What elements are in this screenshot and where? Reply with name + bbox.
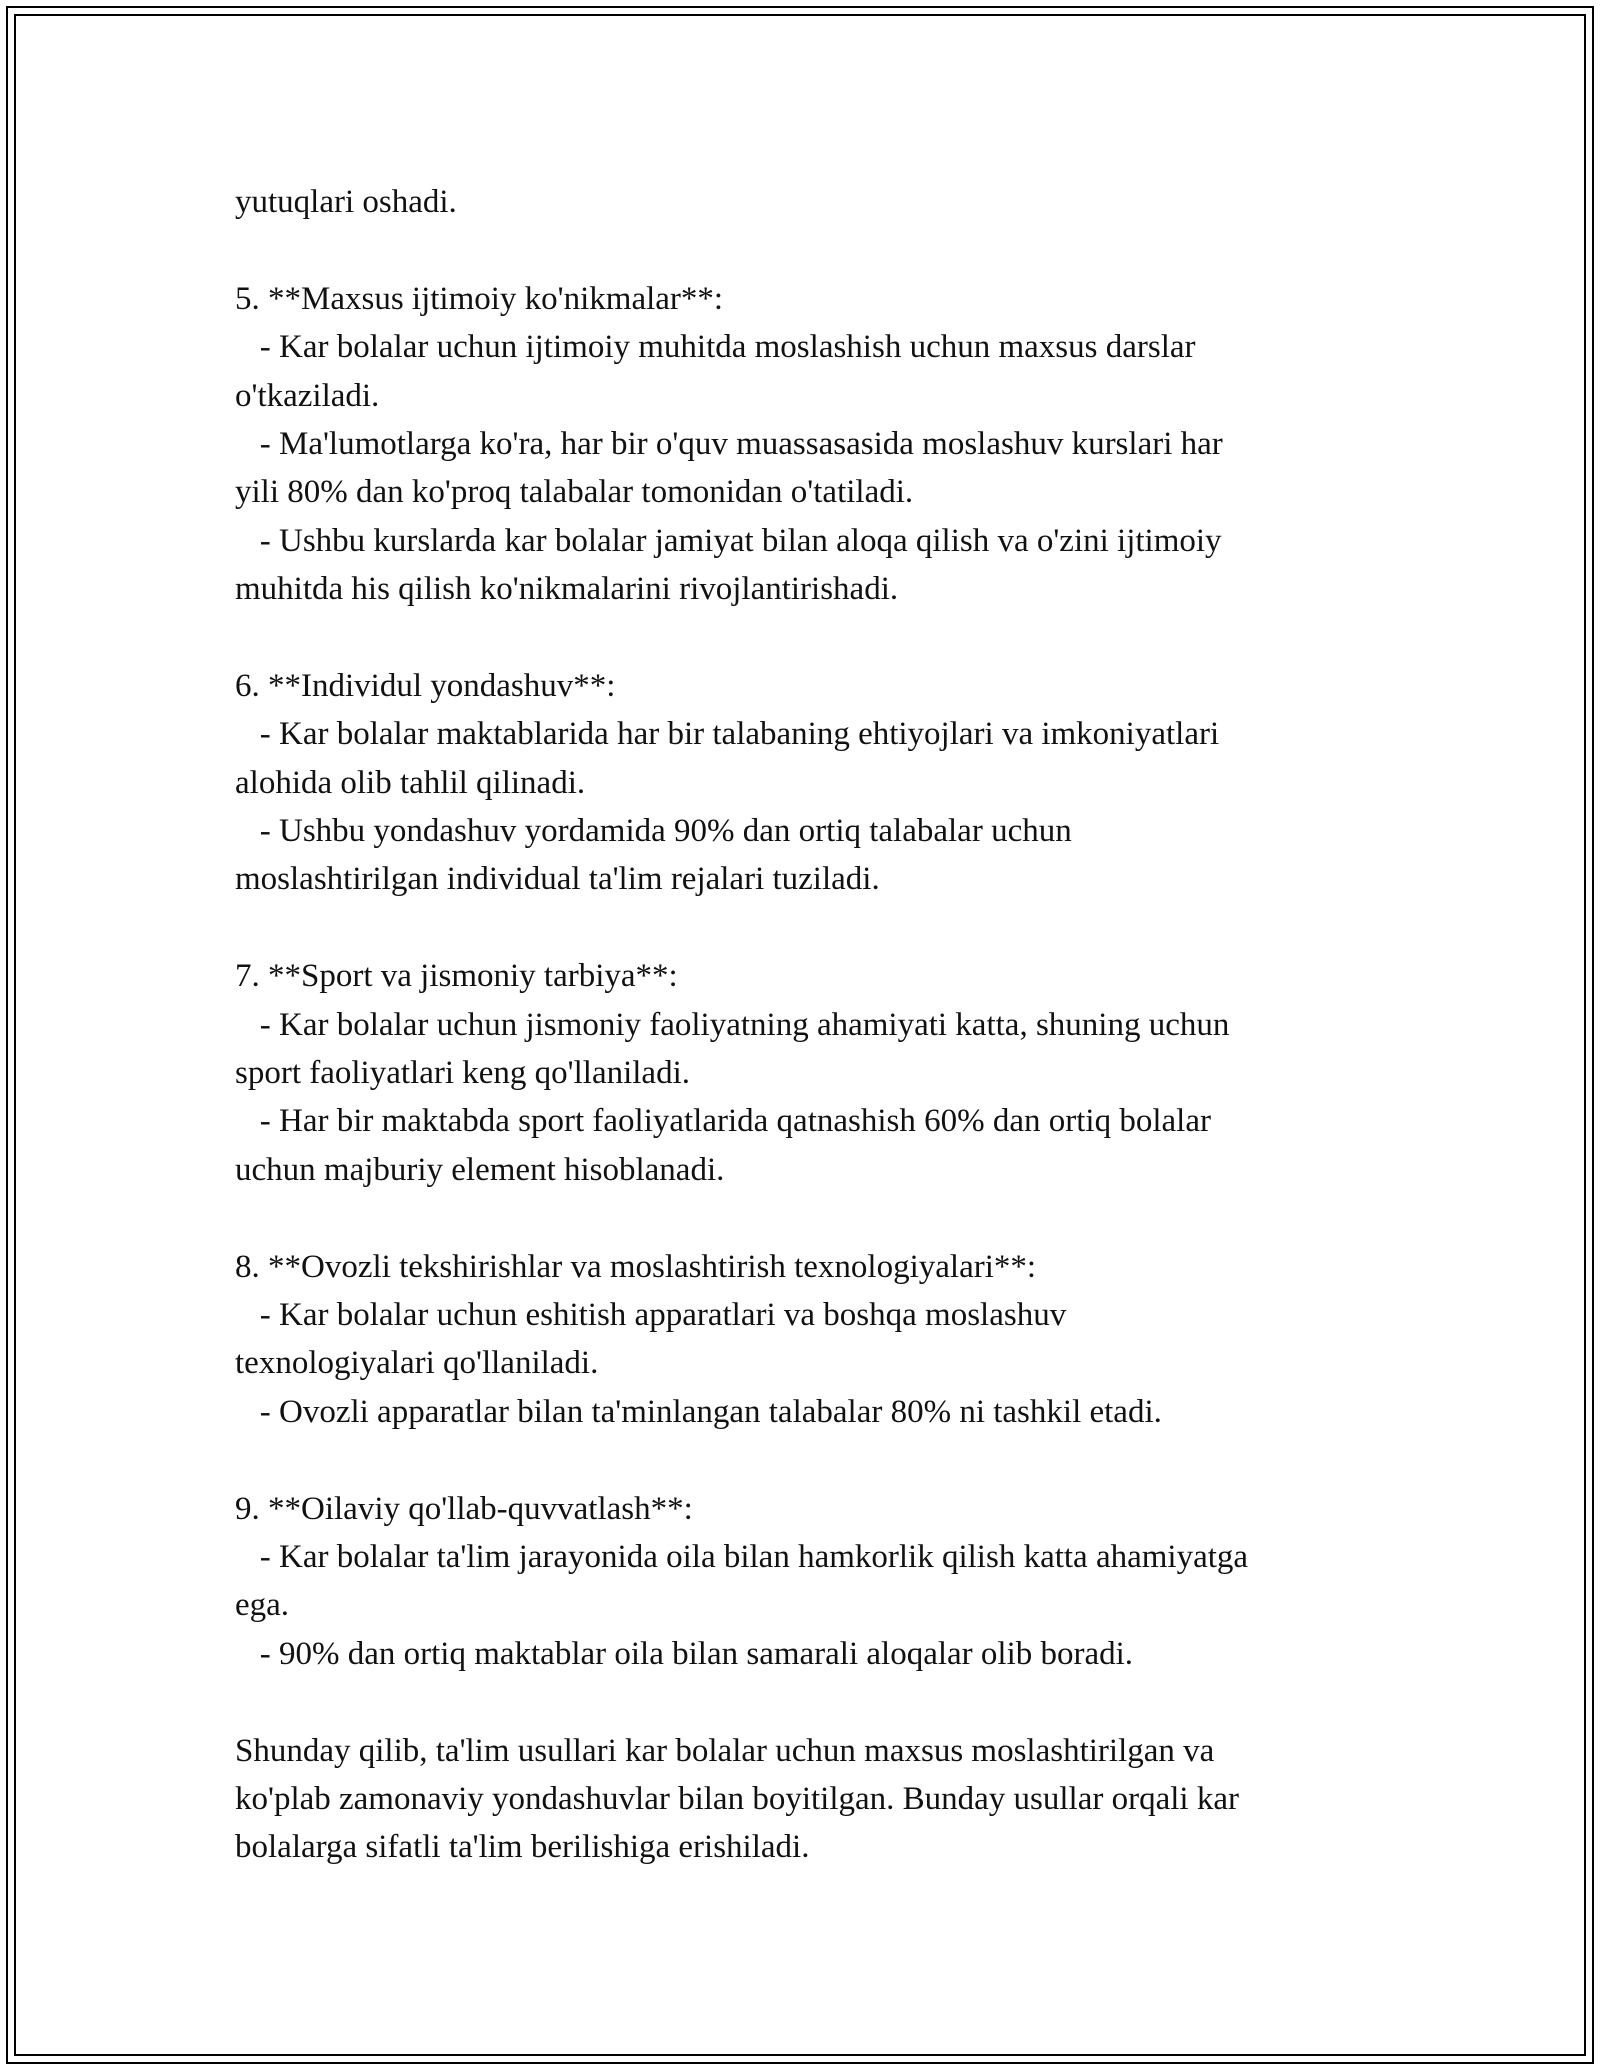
section-heading: 7. **Sport va jismoniy tarbiya**: bbox=[235, 958, 678, 995]
section-line: texnologiyalari qo'llaniladi. bbox=[235, 1345, 599, 1382]
spacer bbox=[235, 1194, 1365, 1242]
section-line: - Ma'lumotlarga ko'ra, har bir o'quv muassasasida moslashuv kurslari har bbox=[235, 425, 1223, 462]
conclusion-paragraph bbox=[235, 1727, 1365, 1872]
section-8 bbox=[235, 1243, 1365, 1437]
section-heading: 6. **Individul yondashuv**: bbox=[235, 667, 616, 704]
section-line: - Ushbu yondashuv yordamida 90% dan ortiq talabalar uchun bbox=[235, 813, 1072, 850]
section-line: moslashtirilgan individual ta'lim rejalari tuziladi. bbox=[235, 861, 880, 898]
section-9 bbox=[235, 1485, 1365, 1679]
section-line: muhitda his qilish ko'nikmalarini rivojlantirishadi. bbox=[235, 571, 899, 608]
conclusion-line: ko'plab zamonaviy yondashuvlar bilan boyitilgan. Bunday usullar orqali kar bbox=[235, 1780, 1239, 1817]
section-line: uchun majburiy element hisoblanadi. bbox=[235, 1151, 725, 1188]
section-heading: 5. **Maxsus ijtimoiy ko'nikmalar**: bbox=[235, 280, 724, 317]
conclusion-line: bolalarga sifatli ta'lim berilishiga erishiladi. bbox=[235, 1829, 810, 1866]
section-line: ega. bbox=[235, 1587, 290, 1624]
section-5 bbox=[235, 275, 1365, 614]
spacer bbox=[235, 1436, 1365, 1484]
section-line: - Har bir maktabda sport faoliyatlarida qatnashish 60% dan ortiq bolalar bbox=[235, 1103, 1211, 1140]
document-body bbox=[235, 178, 1365, 1872]
section-7 bbox=[235, 952, 1365, 1194]
section-line: - Ushbu kurslarda kar bolalar jamiyat bilan aloqa qilish va o'zini ijtimoiy bbox=[235, 522, 1222, 559]
section-line: - Kar bolalar uchun eshitish apparatlari va boshqa moslashuv bbox=[235, 1296, 1067, 1333]
section-line: alohida olib tahlil qilinadi. bbox=[235, 764, 586, 801]
section-line: - Kar bolalar maktablarida har bir talabaning ehtiyojlari va imkoniyatlari bbox=[235, 716, 1220, 753]
section-heading: 8. **Ovozli tekshirishlar va moslashtirish texnologiyalari**: bbox=[235, 1248, 1037, 1285]
section-line: - Ovozli apparatlar bilan ta'minlangan talabalar 80% ni tashkil etadi. bbox=[235, 1393, 1162, 1430]
section-line: - Kar bolalar ta'lim jarayonida oila bilan hamkorlik qilish katta ahamiyatga bbox=[235, 1538, 1249, 1575]
spacer bbox=[235, 226, 1365, 274]
section-line: - Kar bolalar uchun jismoniy faoliyatning ahamiyati katta, shuning uchun bbox=[235, 1006, 1230, 1043]
section-line: o'tkaziladi. bbox=[235, 377, 380, 414]
conclusion-line: Shunday qilib, ta'lim usullari kar bolalar uchun maxsus moslashtirilgan va bbox=[235, 1732, 1215, 1769]
section-line: sport faoliyatlari keng qo'llaniladi. bbox=[235, 1055, 690, 1092]
section-6 bbox=[235, 662, 1365, 904]
section-line: - Kar bolalar uchun ijtimoiy muhitda moslashish uchun maxsus darslar bbox=[235, 329, 1196, 366]
section-line: yili 80% dan ko'proq talabalar tomonidan o'tatiladi. bbox=[235, 474, 914, 511]
continuation-text: yutuqlari oshadi. bbox=[235, 184, 457, 220]
section-heading: 9. **Oilaviy qo'llab-quvvatlash**: bbox=[235, 1490, 693, 1527]
section-line: - 90% dan ortiq maktablar oila bilan samarali aloqalar olib boradi. bbox=[235, 1635, 1134, 1672]
spacer bbox=[235, 904, 1365, 952]
spacer bbox=[235, 614, 1365, 662]
spacer bbox=[235, 1678, 1365, 1726]
